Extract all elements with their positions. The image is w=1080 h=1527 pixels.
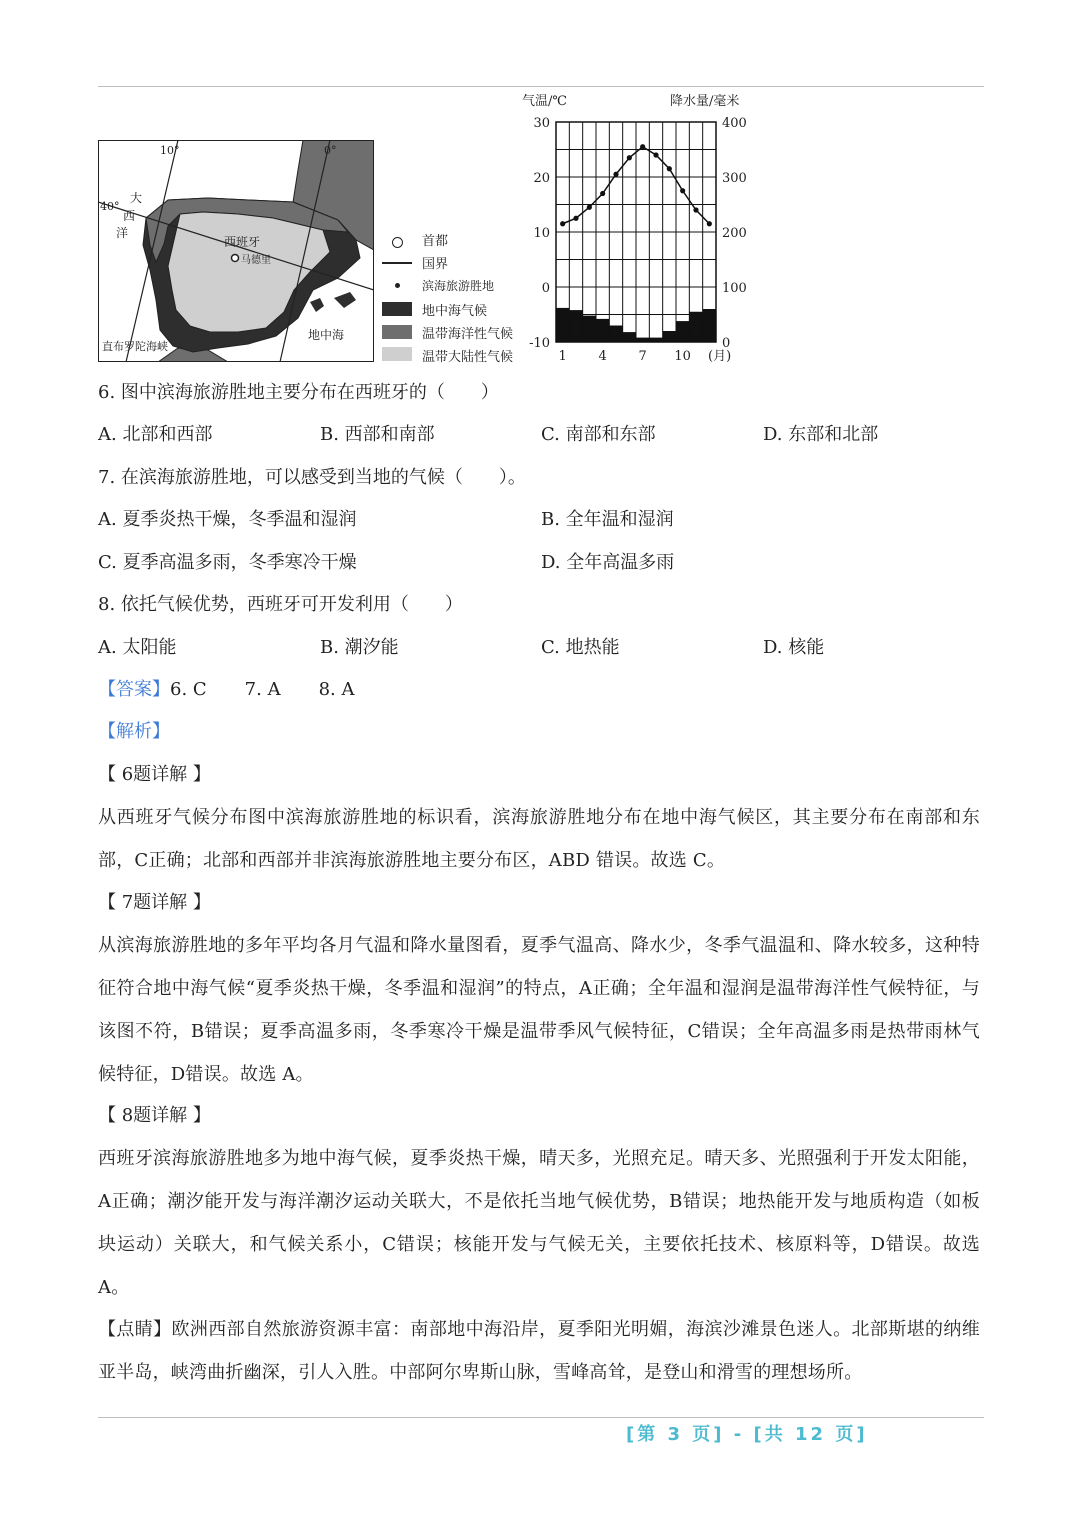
country-label: 西班牙: [224, 235, 261, 249]
answer-tag: 【答案】: [98, 679, 170, 700]
temp-tick-label: -10: [529, 336, 550, 351]
month-tick-label: 4: [598, 349, 607, 364]
q6-option-c: C. 南部和东部: [541, 424, 656, 445]
answer-7: 7. A: [244, 679, 281, 700]
q6-option-d: D. 东部和北部: [763, 424, 879, 445]
mediterranean-swatch: [382, 302, 412, 316]
temp-tick-label: 30: [533, 116, 550, 131]
resort-dot-icon: [395, 283, 400, 288]
answer-6: 6. C: [170, 679, 207, 700]
precip-bar: [663, 331, 676, 342]
top-rule: [98, 86, 984, 87]
dianjing-paragraph: [98, 1308, 980, 1394]
temperature-point: [573, 216, 578, 221]
q6-stem: 6. 图中滨海旅游胜地主要分布在西班牙的（ ）: [98, 382, 499, 403]
precip-axis-label: 降水量/毫米: [670, 94, 740, 109]
legend-label-border: 国界: [422, 257, 449, 272]
strait-label: 直布罗陀海峡: [102, 340, 168, 353]
q8-option-c: C. 地热能: [541, 637, 620, 658]
temp-tick-label: 0: [541, 281, 550, 296]
q8-option-a: A. 太阳能: [98, 637, 177, 658]
month-tick-label: 1: [558, 349, 567, 364]
ocean-label-3: 洋: [116, 226, 129, 240]
legend-label-resort: 滨海旅游胜地: [422, 279, 495, 293]
sea-label: 地中海: [308, 328, 345, 342]
border-line-icon: [382, 262, 412, 264]
q6-option-a: A. 北部和西部: [98, 424, 213, 445]
precip-tick-label: 200: [722, 226, 747, 241]
capital-icon: [392, 237, 403, 248]
page-footer: [第 3 页] - [共 12 页]: [626, 1424, 868, 1445]
temperature-point: [627, 155, 632, 160]
precip-bar: [623, 332, 636, 342]
detail6-body: 从西班牙气候分布图中滨海旅游胜地的标识看，滨海旅游胜地分布在地中海气候区，其主要分布在南部和东部，C正确；北部和西部并非滨海旅游胜地主要分布区，ABD 错误。故选 C。: [98, 807, 980, 871]
precip-tick-label: 300: [722, 171, 747, 186]
q8-option-b: B. 潮汐能: [320, 637, 399, 658]
ocean-label-2: 西: [123, 209, 136, 223]
precip-bar: [703, 309, 716, 342]
temperature-point: [707, 221, 712, 226]
capital-label: 马德里: [241, 255, 271, 266]
bottom-rule: [98, 1417, 984, 1418]
q7-option-c: C. 夏季高温多雨，冬季寒冷干燥: [98, 552, 357, 573]
temperature-point: [680, 188, 685, 193]
q6-option-b: B. 西部和南部: [320, 424, 435, 445]
legend-label-mediterranean: 地中海气候: [422, 304, 488, 319]
lon-10-label: 10°: [160, 144, 180, 157]
precip-bar: [676, 321, 689, 342]
legend-label-continental: 温带大陆性气候: [422, 350, 514, 365]
month-tick-label: 7: [638, 349, 647, 364]
month-tick-label: 10: [674, 349, 691, 364]
temperature-point: [667, 166, 672, 171]
precip-tick-label: 100: [722, 281, 747, 296]
legend-label-capital: 首都: [422, 234, 449, 249]
temp-tick-label: 20: [533, 171, 550, 186]
detail7-head: 【 7题详解 】: [98, 892, 211, 913]
lat-40-label: 40°: [100, 200, 120, 213]
analysis-tag: 【解析】: [98, 721, 170, 742]
precip-bar: [556, 308, 569, 342]
temperature-point: [600, 191, 605, 196]
q7-stem: 7. 在滨海旅游胜地，可以感受到当地的气候（ ）。: [98, 467, 526, 488]
q7-option-d: D. 全年高温多雨: [541, 552, 675, 573]
precip-bar: [609, 326, 622, 343]
precip-bar: [689, 312, 702, 342]
answer-line: [98, 678, 354, 702]
continental-swatch: [382, 347, 412, 361]
detail8-body: 西班牙滨海旅游胜地多为地中海气候，夏季炎热干燥，晴天多，光照充足。晴天多、光照强利于开发太阳能，A正确；潮汐能开发与海洋潮汐运动关联大，不是依托当地气候优势，B错误；地热能开发与地质构造（如板块运动）关联大，和气候关系小，C错误；核能开发与气候无关，主要依托技术、核原料等，D错误。故选 A。: [98, 1148, 980, 1298]
month-unit-label: (月): [708, 349, 732, 364]
temperature-point: [560, 221, 565, 226]
capital-marker: [232, 255, 239, 262]
oceanic-swatch: [382, 325, 412, 339]
temperature-point: [613, 172, 618, 177]
temp-axis-label: 气温/℃: [522, 94, 567, 109]
answer-8: 8. A: [318, 679, 355, 700]
precip-bar: [596, 319, 609, 342]
detail8-head: 【 8题详解 】: [98, 1105, 211, 1126]
precip-bar: [583, 316, 596, 342]
q7-option-a: A. 夏季炎热干燥，冬季温和湿润: [98, 509, 357, 530]
dianjing-tag: 【点睛】: [98, 1319, 172, 1340]
ocean-label-1: 大: [130, 191, 143, 205]
precip-tick-label: 0: [722, 336, 731, 351]
temperature-point: [587, 205, 592, 210]
detail7-body: 从滨海旅游胜地的多年平均各月气温和降水量图看，夏季气温高、降水少，冬季气温温和、降水较多，这种特征符合地中海气候“夏季炎热干燥，冬季温和湿润”的特点，A正确；全年温和湿润是温带海洋性气候特征，与该图不符，B错误；夏季高温多雨，冬季寒冷干燥是温带季风气候特征，C错误；全年高温多雨是热带雨林气候特征，D错误。故选 A。: [98, 935, 980, 1085]
temp-tick-label: 10: [533, 226, 550, 241]
lon-0-label: 0°: [324, 144, 337, 157]
detail6-head: 【 6题详解 】: [98, 764, 211, 785]
precip-tick-label: 400: [722, 116, 747, 131]
legend-label-oceanic: 温带海洋性气候: [422, 327, 514, 342]
temperature-point: [693, 207, 698, 212]
spain-climate-map: [98, 140, 374, 362]
q7-option-b: B. 全年温和湿润: [541, 509, 674, 530]
temperature-point: [640, 144, 645, 149]
q8-stem: 8. 依托气候优势，西班牙可开发利用（ ）: [98, 594, 463, 615]
dianjing-body: 欧洲西部自然旅游资源丰富：南部地中海沿岸，夏季阳光明媚，海滨沙滩景色迷人。北部斯堪的纳维亚半岛，峡湾曲折幽深，引人入胜。中部阿尔卑斯山脉，雪峰高耸，是登山和滑雪的理想场所。: [98, 1319, 980, 1383]
q8-option-d: D. 核能: [763, 637, 825, 658]
temperature-point: [653, 152, 658, 157]
climate-chart: [516, 90, 766, 370]
